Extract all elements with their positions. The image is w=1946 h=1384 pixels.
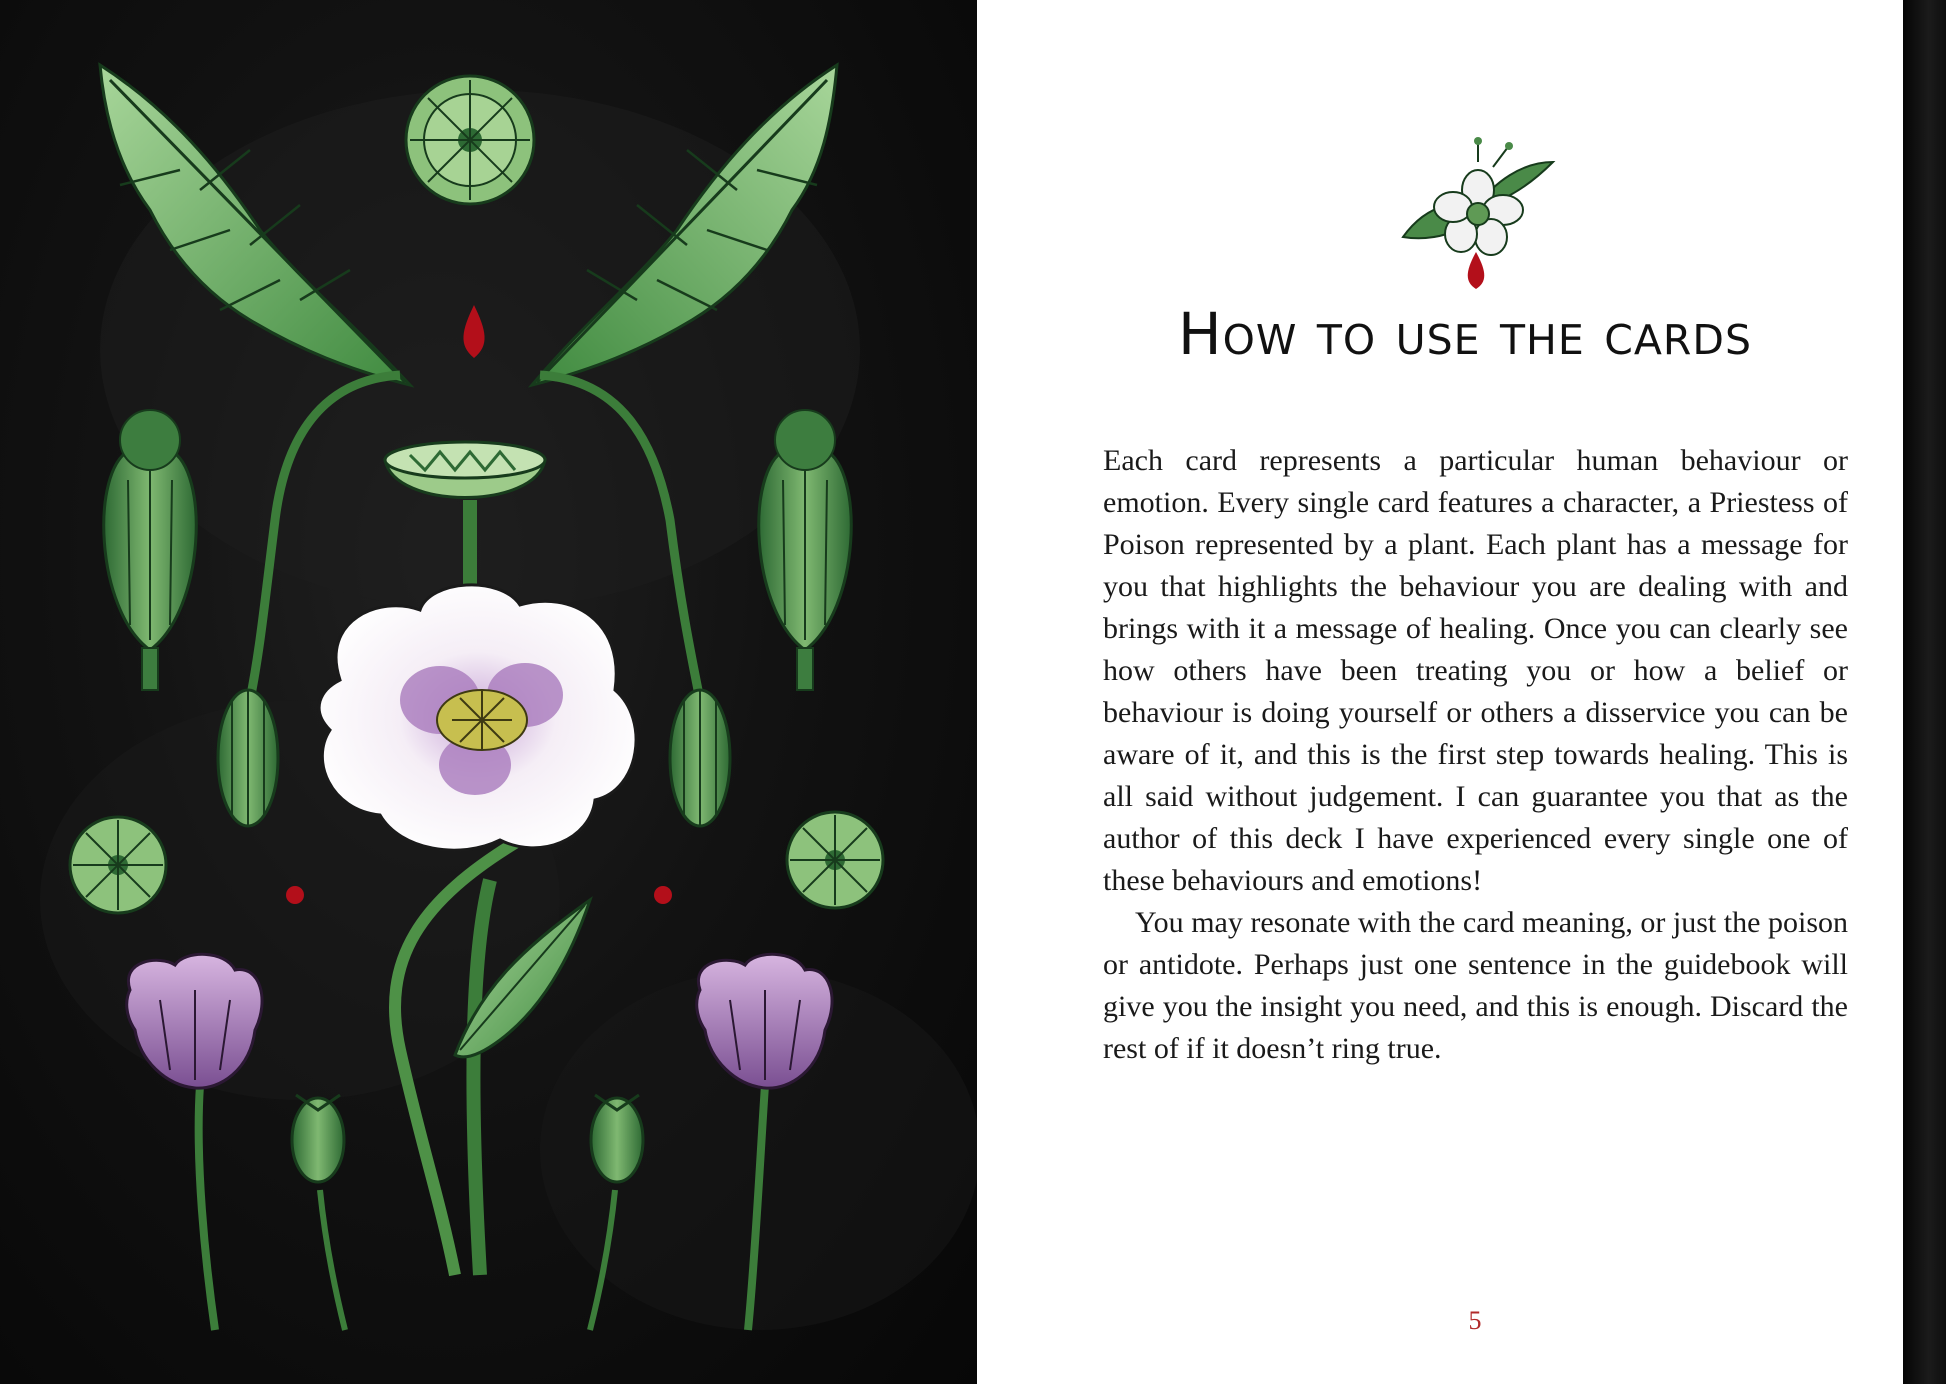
paragraph-2: You may resonate with the card meaning, or just the poison or antidote. Perhaps just one sentence in the guidebook will give you the insight you need, and this is enough. Discard the rest of if it doesn’t ring true. bbox=[1103, 906, 1848, 1065]
page-title: How to use the cards bbox=[1178, 300, 1752, 368]
bud-left bbox=[218, 690, 278, 826]
flower-emblem-icon bbox=[1393, 132, 1563, 292]
body-text bbox=[1103, 440, 1848, 1070]
seed-rosette-right bbox=[787, 812, 883, 908]
small-pod-left bbox=[292, 1095, 345, 1330]
seed-rosette-top bbox=[406, 76, 534, 204]
white-poppy-flower bbox=[319, 585, 636, 850]
purple-poppy-left bbox=[127, 954, 262, 1330]
red-berry-left bbox=[286, 886, 304, 904]
red-berry-right bbox=[654, 886, 672, 904]
next-page-edge bbox=[1903, 0, 1946, 1384]
page-number: 5 bbox=[1468, 1306, 1482, 1335]
paragraph-1: Each card represents a particular human behaviour or emotion. Every single card features a character, a Priestess of Poison represented by a plant. Each plant has a message for you that highlights the behaviour you are dealing with and brings with it a message of healing. Once you can clearly see how others have been treating you or how a belief or behaviour is doing yourself or others a disservice you can be aware of it, and this is the first step towards healing. This is all said without judgement. I can guarantee you that as the author of this deck I have experienced every single one of these behaviours and emotions! bbox=[1103, 444, 1848, 897]
seed-rosette-left bbox=[70, 817, 166, 913]
bud-right bbox=[670, 690, 730, 826]
